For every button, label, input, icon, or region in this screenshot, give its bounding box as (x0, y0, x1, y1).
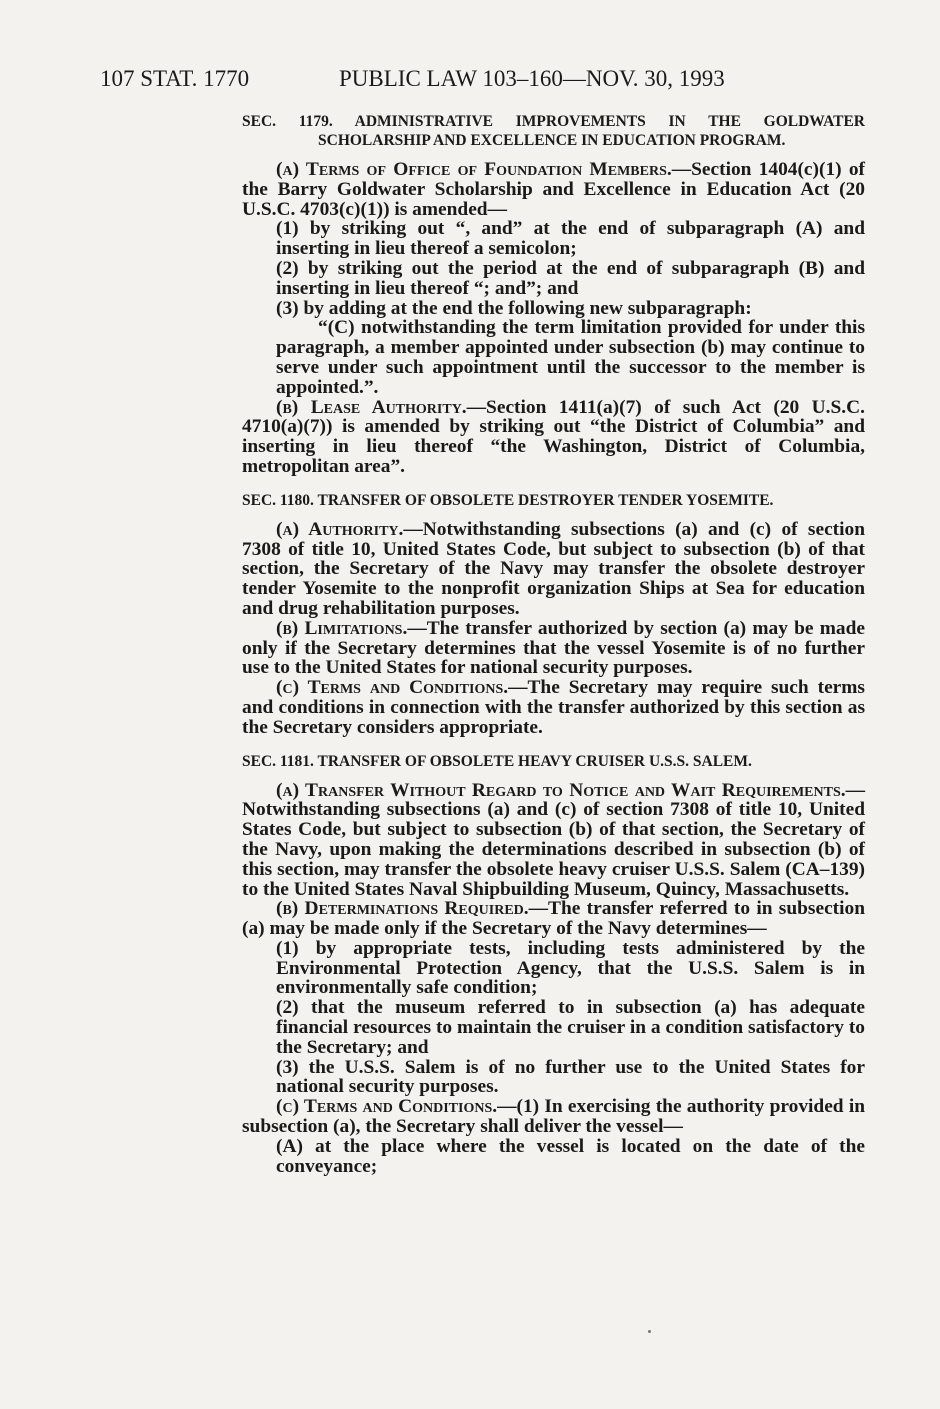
subsection-label: (c) Terms and Conditions. (276, 677, 509, 699)
subsection-1179-a (242, 160, 865, 219)
subsection-text: —Notwithstanding subsections (a) and (c) of section 7308 of title 10, United States Code, but subject to subsection (b) of that section, the Secretary of the Navy may transfer the obsolete destroyer tender Yosemite to the nonprofit organization Ships at Sea for education and drug rehabilitation purposes. (242, 518, 865, 619)
public-law-citation: PUBLIC LAW 103–160—NOV. 30, 1993 (339, 66, 725, 91)
section-heading-1181: SEC. 1181. TRANSFER OF OBSOLETE HEAVY CRUISER U.S.S. SALEM. (242, 752, 752, 770)
subsection-text: —The Secretary may require such terms and conditions in connection with the transfer authorized by this section as the Secretary considers appropriate. (242, 677, 865, 738)
subsection-label: (c) Terms and Conditions. (276, 1096, 498, 1118)
subsection-1181-b (242, 899, 865, 939)
subsection-text: —(1) In exercising the authority provided in subsection (a), the Secretary shall deliver the vessel— (242, 1096, 865, 1138)
paragraph-text: (1) by appropriate tests, including tests administered by the Environmental Protection Agency, that the U.S.S. Salem is in environmentally safe condition; (276, 937, 865, 999)
paragraph-1181-b3 (276, 1058, 865, 1098)
scan-speck (648, 1330, 651, 1333)
paragraph-1179-a2 (276, 259, 865, 299)
quoted-subparagraph-c (276, 318, 865, 397)
paragraph-text: (2) by striking out the period at the end of subparagraph (B) and inserting in lieu thereof “; and”; and (276, 257, 865, 299)
subsection-1180-b (242, 619, 865, 678)
paragraph-text: (A) at the place where the vessel is located on the date of the conveyance; (276, 1135, 865, 1177)
subsection-text: —Section 1411(a)(7) of such Act (20 U.S.C. 4710(a)(7)) is amended by striking out “the District of Columbia” and inserting in lieu thereof “the Washington, District of Columbia, metropolitan area”. (242, 396, 865, 477)
subsection-label: (a) Authority. (276, 518, 404, 540)
paragraph-text: (3) the U.S.S. Salem is of no further use to the United States for national security purposes. (276, 1056, 865, 1098)
subsection-label: (a) Transfer Without Regard to Notice and Wait Requirements. (276, 779, 846, 801)
subsection-text: —Section 1404(c)(1) of the Barry Goldwater Scholarship and Excellence in Education Act (20 U.S.C. 4703(c)(1)) is amended— (242, 159, 865, 220)
paragraph-1179-a3 (276, 299, 865, 319)
subsection-1180-a (242, 520, 865, 619)
paragraph-1179-a1 (276, 219, 865, 259)
subsection-text: —The transfer authorized by section (a) may be made only if the Secretary determines that the vessel Yosemite is of no further use to the United States for national security purposes. (242, 617, 865, 679)
paragraph-text: (1) by striking out “, and” at the end of subparagraph (A) and inserting in lieu thereof a semicolon; (276, 218, 865, 260)
subsection-label: (b) Determinations Required. (276, 898, 529, 920)
paragraph-1181-b1 (276, 939, 865, 998)
subsection-1181-c (242, 1097, 865, 1137)
statute-page-number: 107 STAT. 1770 (100, 66, 250, 91)
subsection-text: —Notwithstanding subsections (a) and (c) of section 7308 of title 10, United States Code, but subject to subsection (b) of that section, the Secretary of the Navy, upon making the determinations described in subsection (b) of this section, may transfer the obsolete heavy cruiser U.S.S. Salem (CA–139) to the United States Naval Shipbuilding Museum, Quincy, Massachusetts. (242, 779, 865, 900)
subsection-text: —The transfer referred to in subsection (a) may be made only if the Secretary of the Navy determines— (242, 898, 865, 940)
paragraph-1181-b2 (276, 998, 865, 1057)
quoted-text: “(C) notwithstanding the term limitation provided for under this paragraph, a member appointed under subsection (b) may continue to serve under such appointment until the successor to the member is appointed.”. (276, 317, 865, 398)
subparagraph-1181-cA (276, 1137, 865, 1177)
subsection-label: (b) Lease Authority. (276, 396, 467, 418)
paragraph-text: (3) by adding at the end the following new subparagraph: (276, 297, 752, 319)
section-heading-1179: SEC. 1179. ADMINISTRATIVE IMPROVEMENTS IN THE GOLDWATER SCHOLARSHIP AND EXCELLENCE IN EDUCATION PROGRAM. (242, 113, 865, 149)
paragraph-text: (2) that the museum referred to in subsection (a) has adequate financial resources to maintain the cruiser in a condition satisfactory to the Secretary; and (276, 997, 865, 1058)
subsection-label: (b) Limitations. (276, 617, 408, 639)
subsection-1180-c (242, 678, 865, 737)
document-body (242, 112, 865, 1176)
section-heading-1180: SEC. 1180. TRANSFER OF OBSOLETE DESTROYER TENDER YOSEMITE. (242, 491, 774, 509)
subsection-label: (a) Terms of Office of Foundation Members. (276, 159, 672, 180)
subsection-1179-b (242, 398, 865, 477)
subsection-1181-a (242, 781, 865, 900)
